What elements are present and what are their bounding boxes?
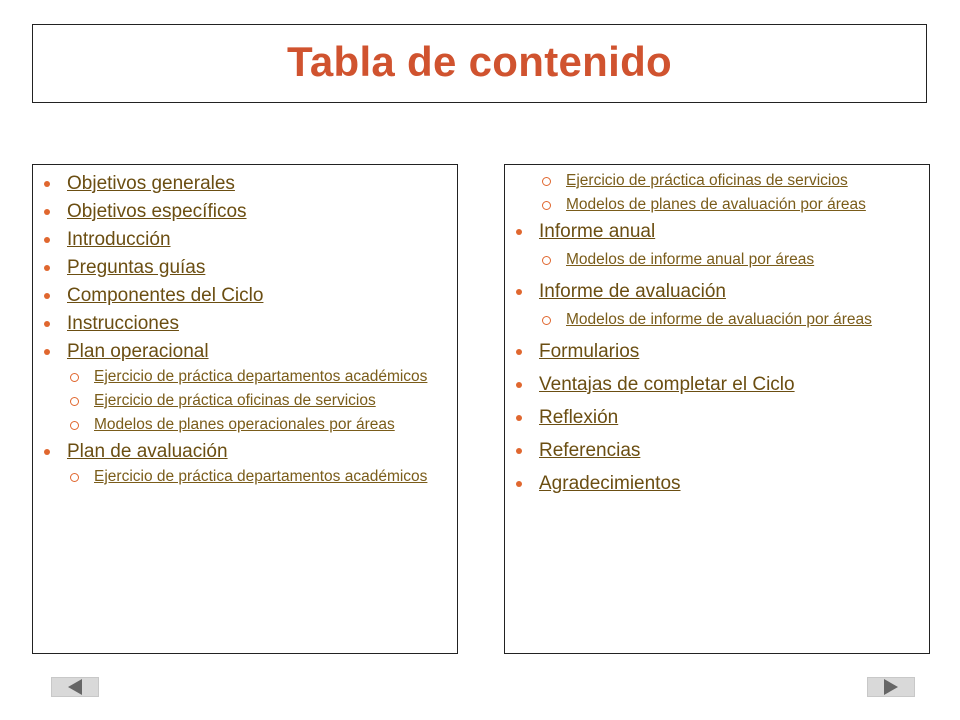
toc-link-reflexion[interactable]: Reflexión [539, 407, 619, 428]
bullet-icon [516, 382, 522, 388]
toc-subitem [505, 310, 929, 330]
toc-item [33, 257, 457, 279]
toc-sublink[interactable]: Ejercicio de práctica oficinas de servicios [566, 172, 848, 189]
toc-sublink[interactable]: Modelos de planes operacionales por áreas [94, 416, 395, 433]
toc-subitem [505, 250, 929, 270]
toc-link-objetivos-especificos[interactable]: Objetivos específicos [67, 201, 247, 222]
toc-sublink[interactable]: Ejercicio de práctica departamentos académicos [94, 368, 428, 385]
toc-sublink[interactable]: Modelos de informe anual por áreas [566, 251, 815, 268]
left-toc-panel [32, 164, 458, 654]
toc-item [33, 285, 457, 307]
toc-sublink[interactable]: Modelos de informe de avaluación por áreas [566, 311, 872, 328]
next-slide-button[interactable] [867, 677, 915, 697]
toc-link-componentes-del-ciclo[interactable]: Componentes del Ciclo [67, 285, 264, 306]
toc-sublist [33, 367, 457, 435]
toc-item [505, 281, 929, 330]
toc-subitem [33, 467, 457, 487]
toc-link-plan-de-avaluacion[interactable]: Plan de avaluación [67, 441, 228, 462]
bullet-icon [516, 448, 522, 454]
toc-link-informe-de-avaluacion[interactable]: Informe de avaluación [539, 281, 726, 302]
bullet-icon [44, 449, 50, 455]
toc-link-introduccion[interactable]: Introducción [67, 229, 171, 250]
bullet-icon [44, 321, 50, 327]
toc-sublink[interactable]: Modelos de planes de avaluación por áreas [566, 196, 866, 213]
circle-bullet-icon [542, 316, 551, 325]
toc-sublist [33, 467, 457, 487]
bullet-icon [44, 293, 50, 299]
arrow-left-icon [68, 679, 82, 695]
toc-item [33, 229, 457, 251]
toc-subitem [33, 415, 457, 435]
bullet-icon [44, 237, 50, 243]
toc-link-preguntas-guias[interactable]: Preguntas guías [67, 257, 206, 278]
toc-link-referencias[interactable]: Referencias [539, 440, 641, 461]
toc-link-objetivos-generales[interactable]: Objetivos generales [67, 173, 235, 194]
toc-item [33, 441, 457, 487]
toc-link-formularios[interactable]: Formularios [539, 341, 640, 362]
toc-item [505, 221, 929, 270]
toc-link-ventajas[interactable]: Ventajas de completar el Ciclo [539, 374, 795, 395]
bullet-icon [44, 209, 50, 215]
toc-item [505, 440, 929, 462]
toc-subitem [505, 171, 929, 191]
toc-link-plan-operacional[interactable]: Plan operacional [67, 341, 209, 362]
toc-sublink[interactable]: Ejercicio de práctica oficinas de servicios [94, 392, 376, 409]
bullet-icon [516, 349, 522, 355]
toc-sublink[interactable]: Ejercicio de práctica departamentos académicos [94, 468, 428, 485]
toc-subitem [33, 391, 457, 411]
page-title: Tabla de contenido [287, 37, 672, 85]
circle-bullet-icon [70, 373, 79, 382]
bullet-icon [516, 289, 522, 295]
circle-bullet-icon [70, 421, 79, 430]
toc-list-left [33, 165, 457, 487]
toc-subitem [505, 195, 929, 215]
right-toc-panel [504, 164, 930, 654]
toc-item [33, 173, 457, 195]
circle-bullet-icon [542, 201, 551, 210]
bullet-icon [44, 181, 50, 187]
circle-bullet-icon [542, 177, 551, 186]
title-box [32, 24, 927, 103]
toc-item [505, 407, 929, 429]
circle-bullet-icon [542, 256, 551, 265]
toc-item [33, 201, 457, 223]
previous-slide-button[interactable] [51, 677, 99, 697]
bullet-icon [516, 415, 522, 421]
toc-item [33, 313, 457, 335]
toc-sublist [505, 310, 929, 330]
bullet-icon [516, 229, 522, 235]
circle-bullet-icon [70, 473, 79, 482]
arrow-right-icon [884, 679, 898, 695]
toc-list-right [505, 221, 929, 495]
toc-item [505, 374, 929, 396]
toc-sublist [505, 250, 929, 270]
toc-link-instrucciones[interactable]: Instrucciones [67, 313, 179, 334]
bullet-icon [44, 349, 50, 355]
toc-sublist-continued [505, 165, 929, 215]
toc-item [505, 341, 929, 363]
bullet-icon [44, 265, 50, 271]
toc-link-agradecimientos[interactable]: Agradecimientos [539, 473, 681, 494]
circle-bullet-icon [70, 397, 79, 406]
toc-subitem [33, 367, 457, 387]
toc-item [505, 473, 929, 495]
bullet-icon [516, 481, 522, 487]
toc-item [33, 341, 457, 435]
toc-link-informe-anual[interactable]: Informe anual [539, 221, 656, 242]
